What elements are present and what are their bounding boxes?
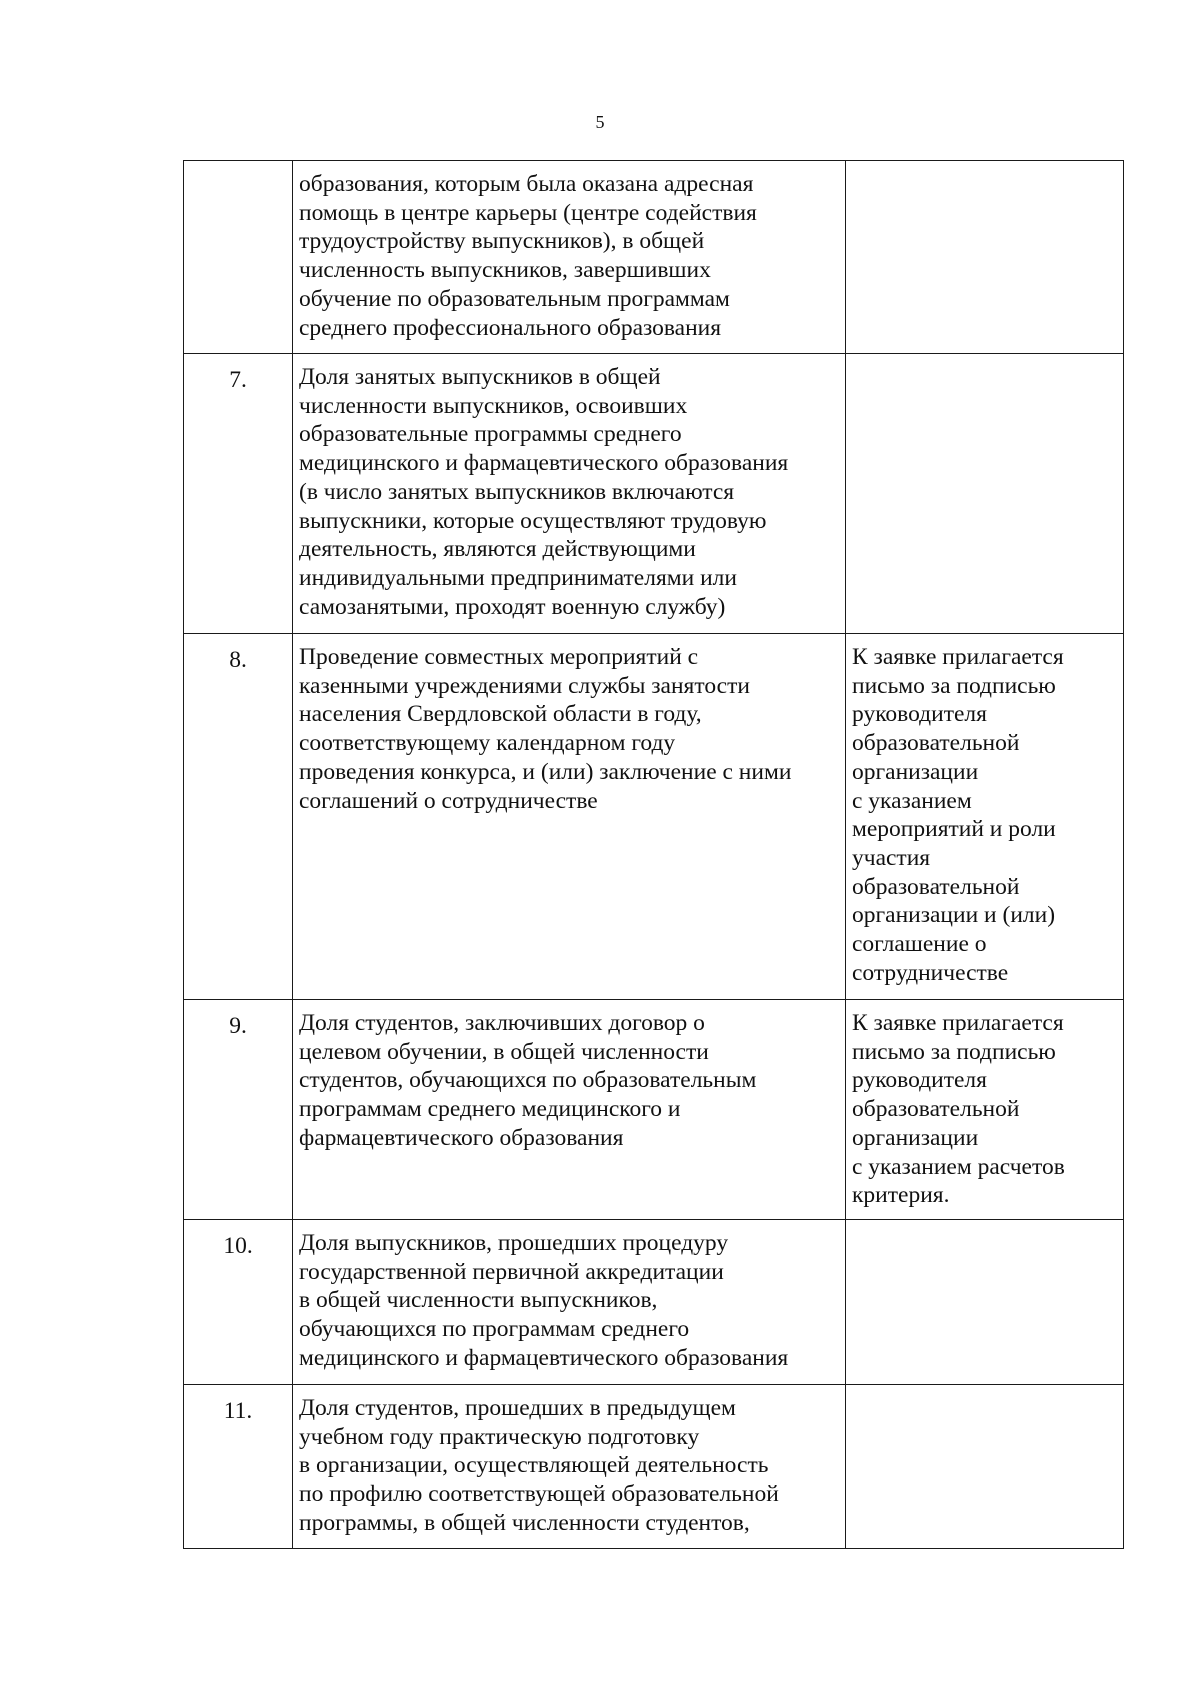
text-line: медицинского и фармацевтического образования [299, 450, 789, 477]
text-line: программы, в общей численности студентов, [299, 1509, 750, 1536]
text-line: по профилю соответствующей образовательной [299, 1481, 779, 1508]
text-line: деятельность, являются действующими [299, 536, 696, 563]
text-line: руководителя [852, 1067, 987, 1094]
text-line: численности выпускников, освоивших [299, 392, 688, 419]
table-row [184, 161, 1124, 354]
text-line: соглашений о сотрудничестве [299, 787, 598, 814]
criterion-note-cell [846, 634, 1124, 1000]
text-line: письмо за подписью [852, 672, 1056, 699]
text-line: в общей численности выпускников, [299, 1287, 658, 1314]
text-line: в организации, осуществляющей деятельность [299, 1452, 769, 1479]
text-line: критерия. [852, 1182, 950, 1209]
text-line: организации и (или) [852, 902, 1056, 929]
text-line: К заявке прилагается [852, 644, 1064, 670]
text-line: образования, которым была оказана адресная [299, 171, 754, 197]
text-line: медицинского и фармацевтического образования [299, 1344, 789, 1371]
row-number-cell: 10. [184, 1220, 293, 1385]
text-line: сотрудничестве [852, 959, 1009, 986]
text-line: соответствующему календарном году [299, 730, 676, 757]
table-row [184, 354, 1124, 634]
criterion-note-cell [846, 354, 1124, 634]
text-line: соглашение о [852, 931, 987, 958]
text-line: программам среднего медицинского и [299, 1096, 681, 1123]
text-line: учебном году практическую подготовку [299, 1423, 700, 1450]
text-line: фармацевтического образования [299, 1124, 624, 1151]
text-line: Проведение совместных мероприятий с [299, 644, 699, 670]
text-line: среднего профессионального образования [299, 314, 722, 341]
text-line: организации [852, 758, 979, 785]
text-line: образовательной [852, 730, 1020, 757]
text-line: государственной первичной аккредитации [299, 1258, 724, 1285]
text-line: участия [852, 844, 931, 871]
criterion-description-cell [293, 1000, 846, 1220]
text-line: проведения конкурса, и (или) заключение с ними [299, 758, 792, 785]
text-line: Доля выпускников, прошедших процедуру [299, 1230, 729, 1256]
criterion-description-cell [293, 1220, 846, 1385]
text-line: письмо за подписью [852, 1038, 1056, 1065]
row-number-cell: 8. [184, 634, 293, 1000]
page-number: 5 [595, 112, 605, 132]
text-line: самозанятыми, проходят военную службу) [299, 593, 726, 620]
text-line: населения Свердловской области в году, [299, 701, 702, 728]
text-line: с указанием расчетов [852, 1153, 1065, 1180]
row-number-cell: 7. [184, 354, 293, 634]
text-line: мероприятий и роли [852, 816, 1056, 843]
text-line: индивидуальными предпринимателями или [299, 564, 737, 591]
text-line: Доля студентов, прошедших в предыдущем [299, 1395, 736, 1421]
text-line: обучение по образовательным программам [299, 285, 730, 312]
text-line: помощь в центре карьеры (центре содействия [299, 199, 757, 226]
criteria-table [183, 160, 1124, 1549]
text-line: с указанием [852, 787, 972, 814]
text-line: К заявке прилагается [852, 1010, 1064, 1036]
criterion-description-cell [293, 634, 846, 1000]
text-line: трудоустройству выпускников), в общей [299, 228, 705, 255]
row-number-cell [184, 161, 293, 354]
text-line: выпускники, которые осуществляют трудовую [299, 507, 767, 534]
text-line: обучающихся по программам среднего [299, 1316, 690, 1343]
text-line: студентов, обучающихся по образовательным [299, 1067, 757, 1094]
text-line: образовательной [852, 1096, 1020, 1123]
text-line: (в число занятых выпускников включаются [299, 478, 735, 505]
table-row [184, 634, 1124, 1000]
criterion-description-cell [293, 354, 846, 634]
criterion-note-cell [846, 1000, 1124, 1220]
text-line: целевом обучении, в общей численности [299, 1038, 709, 1065]
text-line: руководителя [852, 701, 987, 728]
criterion-note-cell [846, 1220, 1124, 1385]
criteria-table-body [184, 161, 1124, 1549]
text-line: Доля студентов, заключивших договор о [299, 1010, 705, 1036]
table-row [184, 1000, 1124, 1220]
text-line: казенными учреждениями службы занятости [299, 672, 750, 699]
text-line: численность выпускников, завершивших [299, 257, 711, 284]
criterion-description-cell [293, 161, 846, 354]
text-line: Доля занятых выпускников в общей [299, 364, 661, 390]
text-line: образовательные программы среднего [299, 421, 682, 448]
criterion-note-cell [846, 1385, 1124, 1549]
row-number-cell: 11. [184, 1385, 293, 1549]
criterion-note-cell [846, 161, 1124, 354]
table-row [184, 1385, 1124, 1549]
row-number-cell: 9. [184, 1000, 293, 1220]
text-line: образовательной [852, 873, 1020, 900]
table-row [184, 1220, 1124, 1385]
text-line: организации [852, 1124, 979, 1151]
criterion-description-cell [293, 1385, 846, 1549]
